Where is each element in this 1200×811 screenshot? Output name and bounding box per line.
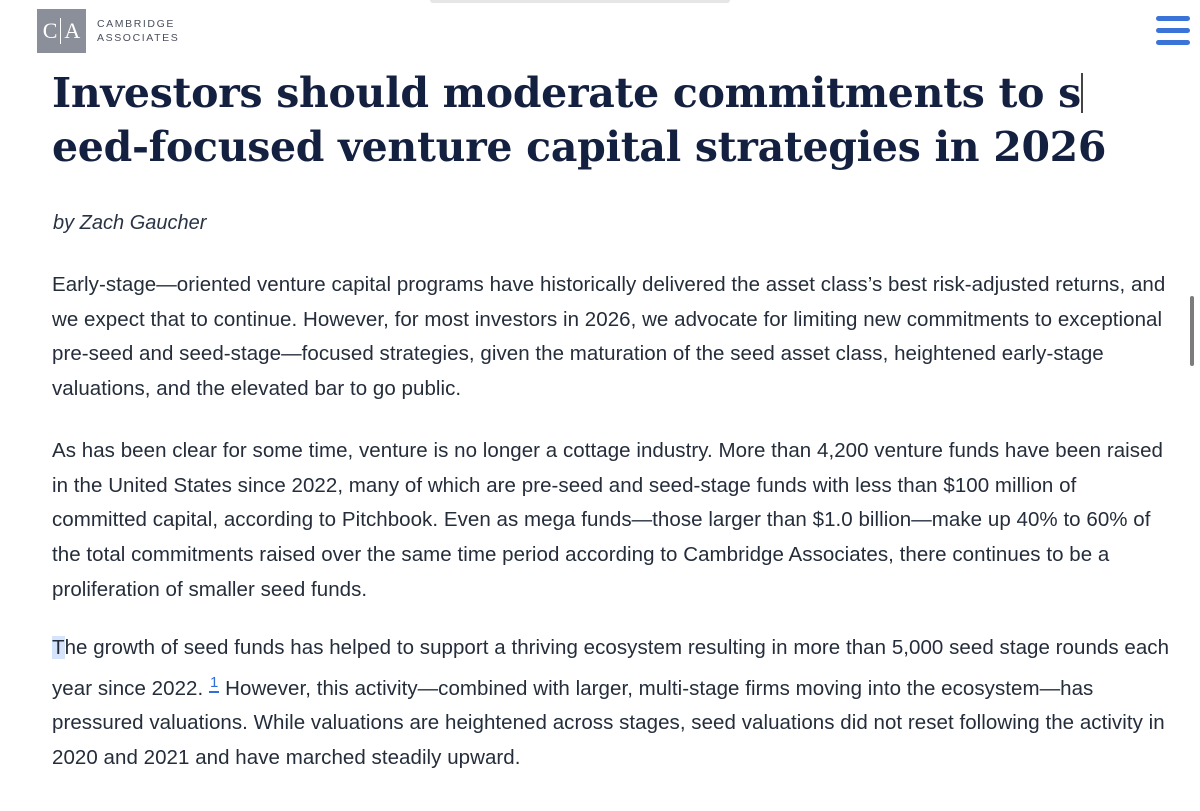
top-edge-shadow: [430, 0, 730, 3]
paragraph-3-text-part1: he growth of seed funds has helped to support a thriving ecosystem resulting in more than 5,000 seed stage rounds each year since 2022.: [52, 636, 1170, 700]
paragraph-3-text-part2: However, this activity—combined with larger, multi-stage firms moving into the ecosystem—has pressured valuations. While valuations are heightened across stages, seed valuations did not reset following the activity in 2020 and 2021 and have marched steadily upward.: [52, 676, 1165, 770]
logo-mark-right-letter: A: [64, 18, 81, 43]
menu-line-middle: [1156, 28, 1190, 33]
logo-wordmark: [97, 17, 179, 45]
logo-wordmark-line1: CAMBRIDGE: [97, 18, 175, 30]
article-paragraph-1: Early-stage—oriented venture capital programs have historically delivered the asset class’s best risk-adjusted returns, and we expect that to continue. However, for most investors in 2026, we advocate for limiting new commitments to exceptional pre-seed and seed-stage—focused strategies, given the maturation of the seed asset class, heightened early-stage valuations, and the elevated bar to go public.: [52, 273, 1166, 401]
article-paragraph-3: [52, 631, 1172, 776]
article-paragraph-2: As has been clear for some time, venture is no longer a cottage industry. More than 4,200 venture funds have been raised in the United States since 2022, many of which are pre-seed and seed-stage funds with less than $100 million of committed capital, according to Pitchbook. Even as mega funds—those larger than $1.0 billion—make up 40% to 60% of the total commitments raised over the same time period according to Cambridge Associates, there continues to be a proliferation of smaller seed funds.: [52, 439, 1163, 601]
menu-line-bottom: [1156, 40, 1190, 45]
article-title-part1: Investors should moderate commitments to s: [52, 69, 1081, 117]
menu-line-top: [1156, 16, 1190, 21]
hamburger-menu-icon[interactable]: [1152, 14, 1192, 48]
article-byline: by Zach Gaucher: [53, 212, 207, 234]
logo-wordmark-line2: ASSOCIATES: [97, 32, 180, 44]
text-cursor: [1081, 73, 1083, 113]
article-title-part2: eed-focused venture capital strategies in 2026: [52, 123, 1107, 171]
logo-mark: [37, 9, 86, 53]
logo-mark-left-letter: C: [42, 18, 58, 43]
article-title: [52, 66, 1132, 174]
selected-text-highlight: T: [52, 636, 65, 659]
cambridge-associates-logo[interactable]: [37, 9, 179, 53]
scrollbar-thumb[interactable]: [1190, 296, 1194, 366]
site-header: [0, 0, 1200, 68]
footnote-link[interactable]: 1: [209, 673, 219, 691]
logo-mark-divider: [60, 18, 61, 44]
